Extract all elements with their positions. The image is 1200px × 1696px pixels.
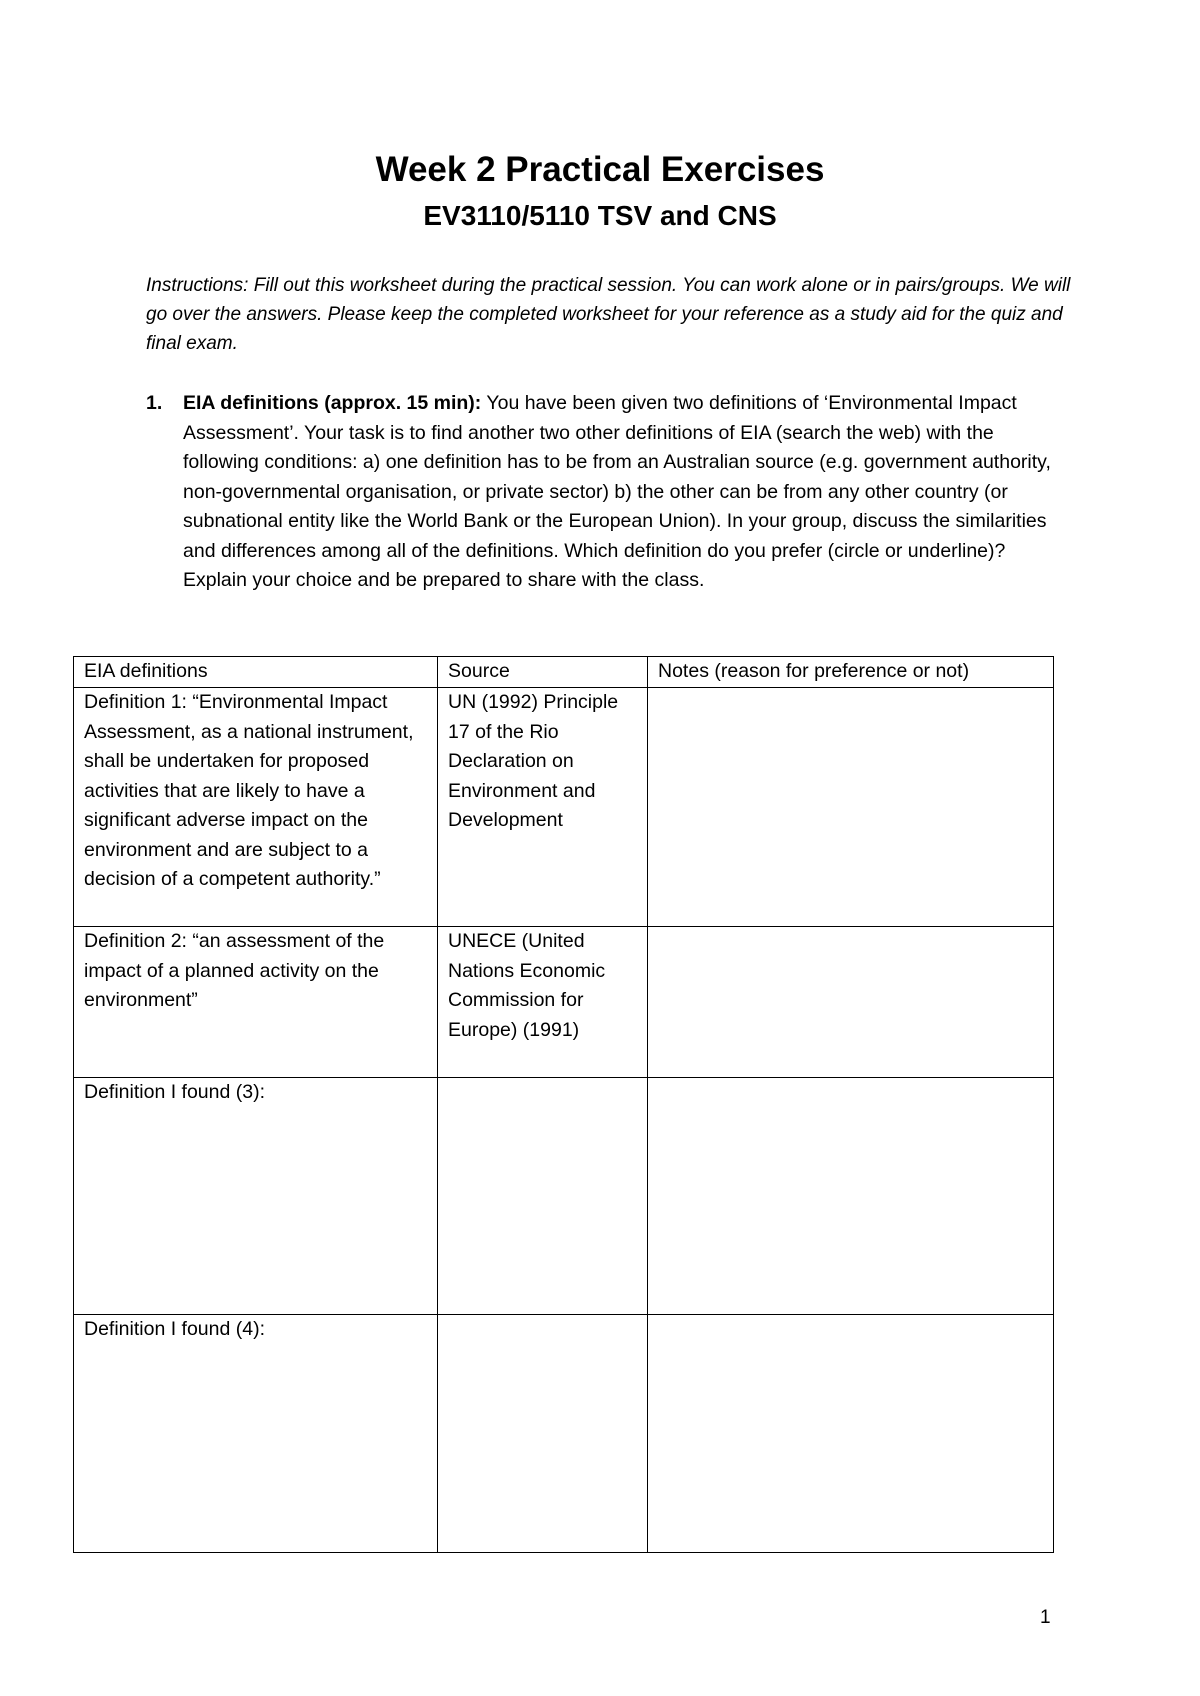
task-text: You have been given two definitions of ‘Environmental Impact Assessment’. Your task is to find another two other definitions of EIA (search the web) with the following conditions: a) one definition has to be from an Australian source (e.g. government authority, non-governmental organisation, or private sector) b) the other can be from any other country (or subnational entity like the World Bank or the European Union). In your group, discuss the similarities and differences among all of the definitions. Which definition do you prefer (circle or underline)? Explain your choice and be prepared to share with the class. [183, 392, 1051, 591]
table-row-definition-4 [74, 1315, 1054, 1553]
definition-1-cell: Definition 1: “Environmental Impact Assessment, as a national instrument, shall be undertaken for proposed activities that are likely to have a significant adverse impact on the environment and are subject to a decision of a competent authority.” [74, 688, 438, 927]
definition-3-cell[interactable]: Definition I found (3): [74, 1078, 438, 1315]
eia-definitions-table [73, 656, 1054, 1553]
table-header-row [74, 657, 1054, 688]
instructions-text: Instructions: Fill out this worksheet during the practical session. You can work alone or in pairs/groups. We will go over the answers. Please keep the completed worksheet for your reference as a study aid for the quiz and final exam. [146, 275, 1071, 354]
source-1-cell: UN (1992) Principle 17 of the Rio Declaration on Environment and Development [438, 688, 648, 927]
table-row-definition-1 [74, 688, 1054, 927]
page-number: 1 [1040, 1607, 1051, 1628]
header-source: Source [438, 657, 648, 688]
notes-4-cell[interactable] [648, 1315, 1054, 1553]
header-notes: Notes (reason for preference or not) [648, 657, 1054, 688]
definition-4-cell[interactable]: Definition I found (4): [74, 1315, 438, 1553]
definition-2-cell: Definition 2: “an assessment of the impact of a planned activity on the environment” [74, 927, 438, 1078]
table-row-definition-2 [74, 927, 1054, 1078]
task-heading: EIA definitions (approx. 15 min): [183, 392, 482, 414]
page-title: Week 2 Practical Exercises [375, 150, 825, 189]
notes-2-cell[interactable] [648, 927, 1054, 1078]
task-number: 1. [146, 392, 163, 414]
source-2-cell: UNECE (United Nations Economic Commission for Europe) (1991) [438, 927, 648, 1078]
notes-3-cell[interactable] [648, 1078, 1054, 1315]
course-subtitle: EV3110/5110 TSV and CNS [423, 200, 777, 231]
source-3-cell[interactable] [438, 1078, 648, 1315]
source-4-cell[interactable] [438, 1315, 648, 1553]
notes-1-cell[interactable] [648, 688, 1054, 927]
task-body [183, 389, 1071, 596]
task-1 [146, 389, 1071, 596]
table-row-definition-3 [74, 1078, 1054, 1315]
header-eia-definitions: EIA definitions [74, 657, 438, 688]
